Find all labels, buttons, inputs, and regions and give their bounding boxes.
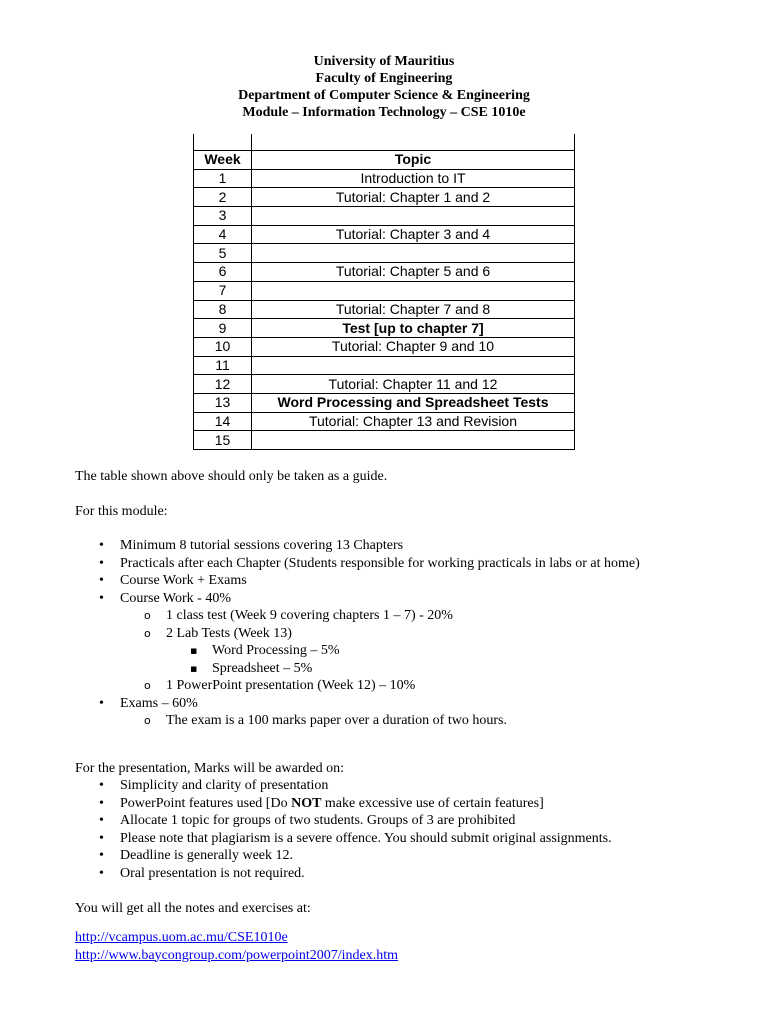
department-name: Department of Computer Science & Engineering [238, 88, 530, 103]
topic-cell: Tutorial: Chapter 7 and 8 [252, 300, 575, 319]
guide-note: The table shown above should only be taken as a guide. [75, 469, 388, 484]
week-cell: 3 [194, 207, 252, 226]
exam-paper-text: The exam is a 100 marks paper over a duration of two hours. [166, 713, 507, 728]
module-requirements-list [75, 537, 695, 730]
table-row [194, 169, 575, 188]
class-test-text: 1 class test (Week 9 covering chapters 1 – 7) - 20% [166, 608, 453, 623]
oral-presentation-text: Oral presentation is not required. [120, 865, 305, 881]
table-row [194, 412, 575, 431]
week-cell: 1 [194, 169, 252, 188]
plagiarism-text: Please note that plagiarism is a severe offence. You should submit original assignments. [120, 830, 612, 846]
topic-cell [252, 281, 575, 300]
table-top-spacer [194, 134, 575, 151]
list-item [75, 812, 715, 830]
list-item [75, 847, 715, 865]
list-item [120, 677, 695, 695]
list-item [166, 642, 695, 660]
week-column-header: Week [194, 151, 252, 170]
document-header [0, 53, 768, 121]
table-row [194, 431, 575, 450]
topic-cell: Tutorial: Chapter 11 and 12 [252, 375, 575, 394]
powerpoint-text: 1 PowerPoint presentation (Week 12) – 10% [166, 678, 416, 693]
list-item [75, 795, 715, 813]
university-name: University of Mauritius [313, 54, 455, 69]
list-item [75, 555, 695, 573]
exams-sublist [120, 712, 695, 730]
module-intro: For this module: [75, 504, 168, 519]
list-item [75, 537, 695, 555]
module-title: Module – Information Technology – CSE 1010e [242, 105, 526, 120]
list-item [120, 625, 695, 678]
list-item [75, 695, 695, 730]
topic-cell [252, 356, 575, 375]
coursework-text: Course Work - 40% [120, 590, 231, 606]
lab-tests-sublist [166, 642, 695, 677]
table-row [194, 356, 575, 375]
faculty-name: Faculty of Engineering [315, 71, 453, 86]
topic-column-header: Topic [252, 151, 575, 170]
week-cell: 7 [194, 281, 252, 300]
exams-text: Exams – 60% [120, 695, 198, 711]
notes-intro: You will get all the notes and exercises at: [75, 901, 311, 916]
list-item [120, 607, 695, 625]
vcampus-link[interactable]: http://vcampus.uom.ac.mu/CSE1010e [75, 930, 288, 945]
list-item [120, 712, 695, 730]
tutorials-text: Minimum 8 tutorial sessions covering 13 Chapters [120, 538, 404, 553]
topic-allocation-text: Allocate 1 topic for groups of two students. Groups of 3 are prohibited [120, 813, 516, 828]
list-item [75, 830, 715, 848]
week-cell: 11 [194, 356, 252, 375]
week-cell: 4 [194, 225, 252, 244]
topic-cell [252, 431, 575, 450]
features-text-not: NOT [291, 795, 322, 811]
presentation-intro: For the presentation, Marks will be awarded on: [75, 761, 345, 776]
week-cell: 10 [194, 337, 252, 356]
table-header-row [194, 151, 575, 170]
topic-cell [252, 207, 575, 226]
topic-cell: Tutorial: Chapter 1 and 2 [252, 188, 575, 207]
practicals-text: Practicals after each Chapter (Students responsible for working practicals in labs or at home) [120, 555, 640, 571]
week-cell: 8 [194, 300, 252, 319]
list-item [166, 660, 695, 678]
coursework-exams-text: Course Work + Exams [120, 573, 247, 588]
word-processing-text: Word Processing – 5% [212, 643, 340, 658]
topic-cell: Introduction to IT [252, 169, 575, 188]
week-cell: 14 [194, 412, 252, 431]
schedule-table [193, 134, 575, 450]
table-row [194, 188, 575, 207]
topic-cell: Word Processing and Spreadsheet Tests [252, 393, 575, 412]
spreadsheet-text: Spreadsheet – 5% [212, 660, 313, 676]
list-item [75, 865, 715, 883]
table-row [194, 393, 575, 412]
resource-links [75, 929, 398, 964]
list-item [75, 572, 695, 590]
topic-cell: Tutorial: Chapter 5 and 6 [252, 263, 575, 282]
table-row [194, 207, 575, 226]
table-row [194, 337, 575, 356]
week-cell: 5 [194, 244, 252, 263]
features-text-after: make excessive use of certain features] [321, 795, 544, 811]
table-row [194, 263, 575, 282]
topic-cell: Tutorial: Chapter 9 and 10 [252, 337, 575, 356]
simplicity-text: Simplicity and clarity of presentation [120, 778, 329, 793]
week-cell: 9 [194, 319, 252, 338]
week-cell: 6 [194, 263, 252, 282]
baycongroup-link[interactable]: http://www.baycongroup.com/powerpoint2007/index.htm [75, 947, 398, 963]
week-cell: 15 [194, 431, 252, 450]
topic-cell [252, 244, 575, 263]
topic-cell: Tutorial: Chapter 3 and 4 [252, 225, 575, 244]
list-item [75, 777, 715, 795]
week-cell: 13 [194, 393, 252, 412]
topic-cell: Tutorial: Chapter 13 and Revision [252, 412, 575, 431]
table-row [194, 300, 575, 319]
lab-tests-text: 2 Lab Tests (Week 13) [166, 625, 292, 641]
week-cell: 12 [194, 375, 252, 394]
table-row [194, 375, 575, 394]
presentation-criteria-list [75, 777, 715, 882]
features-text-before: PowerPoint features used [Do [120, 795, 292, 811]
topic-cell: Test [up to chapter 7] [252, 319, 575, 338]
week-cell: 2 [194, 188, 252, 207]
list-item [75, 590, 695, 695]
deadline-text: Deadline is generally week 12. [120, 848, 293, 863]
table-row [194, 244, 575, 263]
table-row [194, 281, 575, 300]
table-row [194, 319, 575, 338]
coursework-sublist [120, 607, 695, 695]
table-row [194, 225, 575, 244]
